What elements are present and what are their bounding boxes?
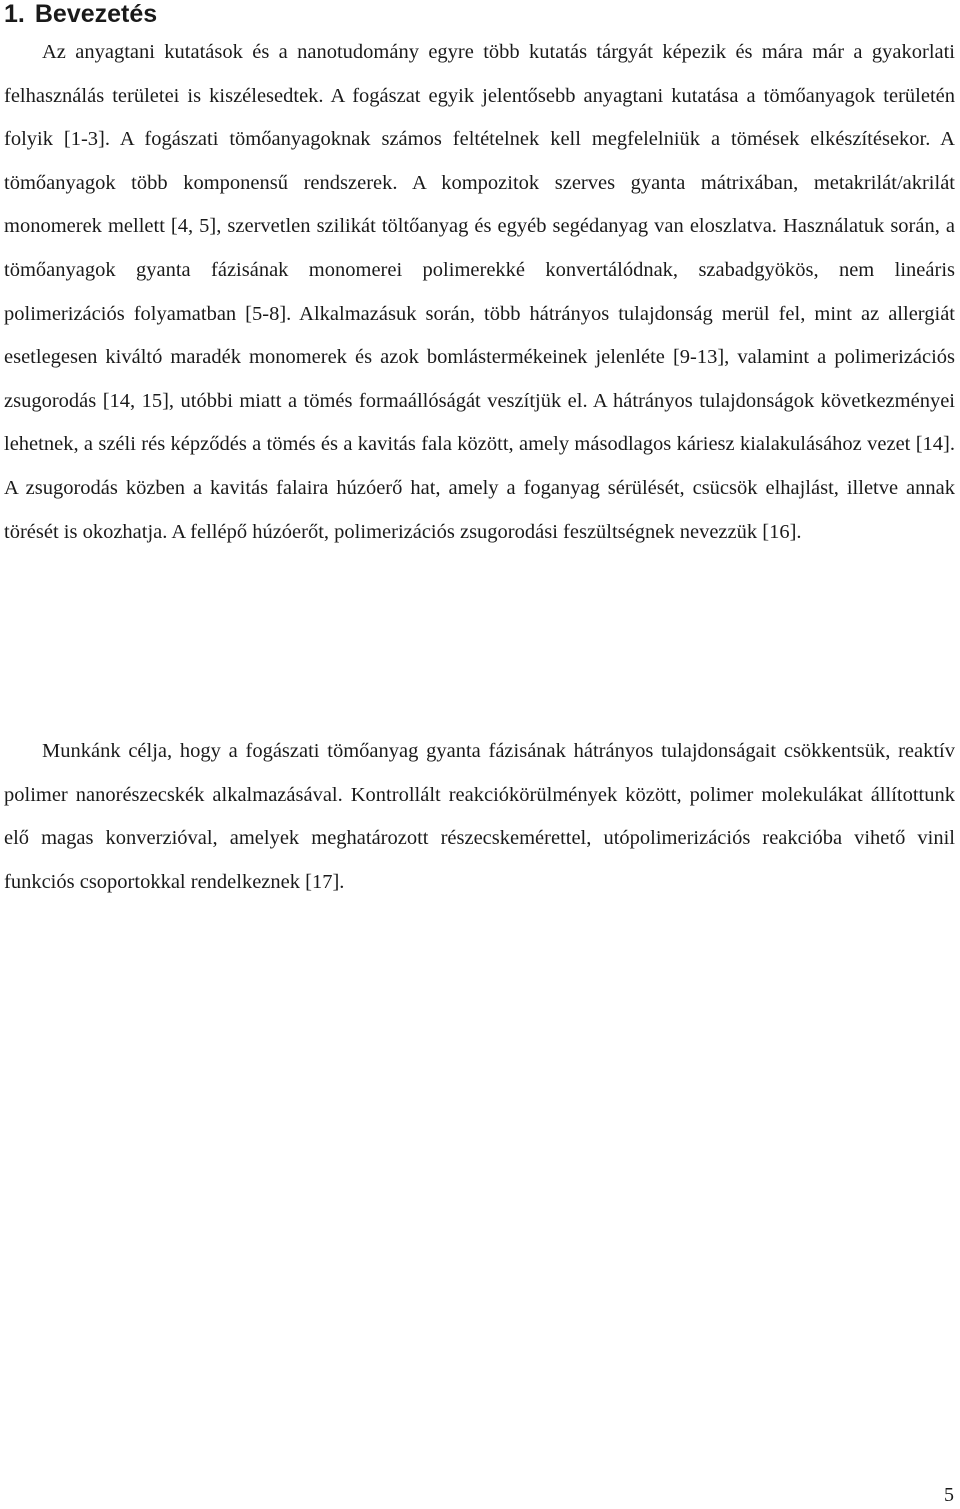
section-number: 1. xyxy=(4,0,25,28)
page-number: 5 xyxy=(944,1484,954,1506)
paragraph-aim: Munkánk célja, hogy a fogászati tömőanyag gyanta fázisának hátrányos tulajdonságait csökkentsük, reaktív polimer nanorészecskék alkalmazásával. Kontrollált reakciókörülmények között, polimer molekulákat állítottunk elő magas konverzióval, amelyek meghatározott részecskemérettel, utópolimerizációs reakcióba vihető vinil funkciós csoportokkal rendelkeznek [17]. xyxy=(4,740,955,893)
section-heading xyxy=(4,0,157,32)
paragraph-introduction: Az anyagtani kutatások és a nanotudomány egyre több kutatás tárgyát képezik és mára már a gyakorlati felhasználás területei is kiszélesedtek. A fogászat egyik jelentősebb anyagtani kutatása a tömőanyagok területén folyik [1-3]. A fogászati tömőanyagoknak számos feltételnek kell megfelelniük a tömések elkészítésekor. A tömőanyagok több komponensű rendszerek. A kompozitok szerves gyanta mátrixában, metakrilát/akrilát monomerek mellett [4, 5], szervetlen szilikát töltőanyag és egyéb segédanyag van eloszlatva. Használatuk során, a tömőanyagok gyanta fázisának monomerei polimerekké konvertálódnak, szabadgyökös, nem lineáris polimerizációs folyamatban [5-8]. Alkalmazásuk során, több hátrányos tulajdonság merül fel, mint az allergiát esetlegesen kiváltó maradék monomerek és azok bomlástermékeinek jelenléte [9-13], valamint a polimerizációs zsugorodás [14, 15], utóbbi miatt a tömés formaállóságát veszítjük el. A hátrányos tulajdonságok következményei lehetnek, a széli rés képződés a tömés és a kavitás fala között, amely másodlagos káriesz kialakulásához vezet [14]. A zsugorodás közben a kavitás falaira húzóerő hat, amely a foganyag sérülését, csücsök elhajlást, illetve annak törését is okozhatja. A fellépő húzóerőt, polimerizációs zsugorodási feszültségnek nevezzük [16]. xyxy=(4,41,955,543)
section-title: Bevezetés xyxy=(34,0,158,28)
